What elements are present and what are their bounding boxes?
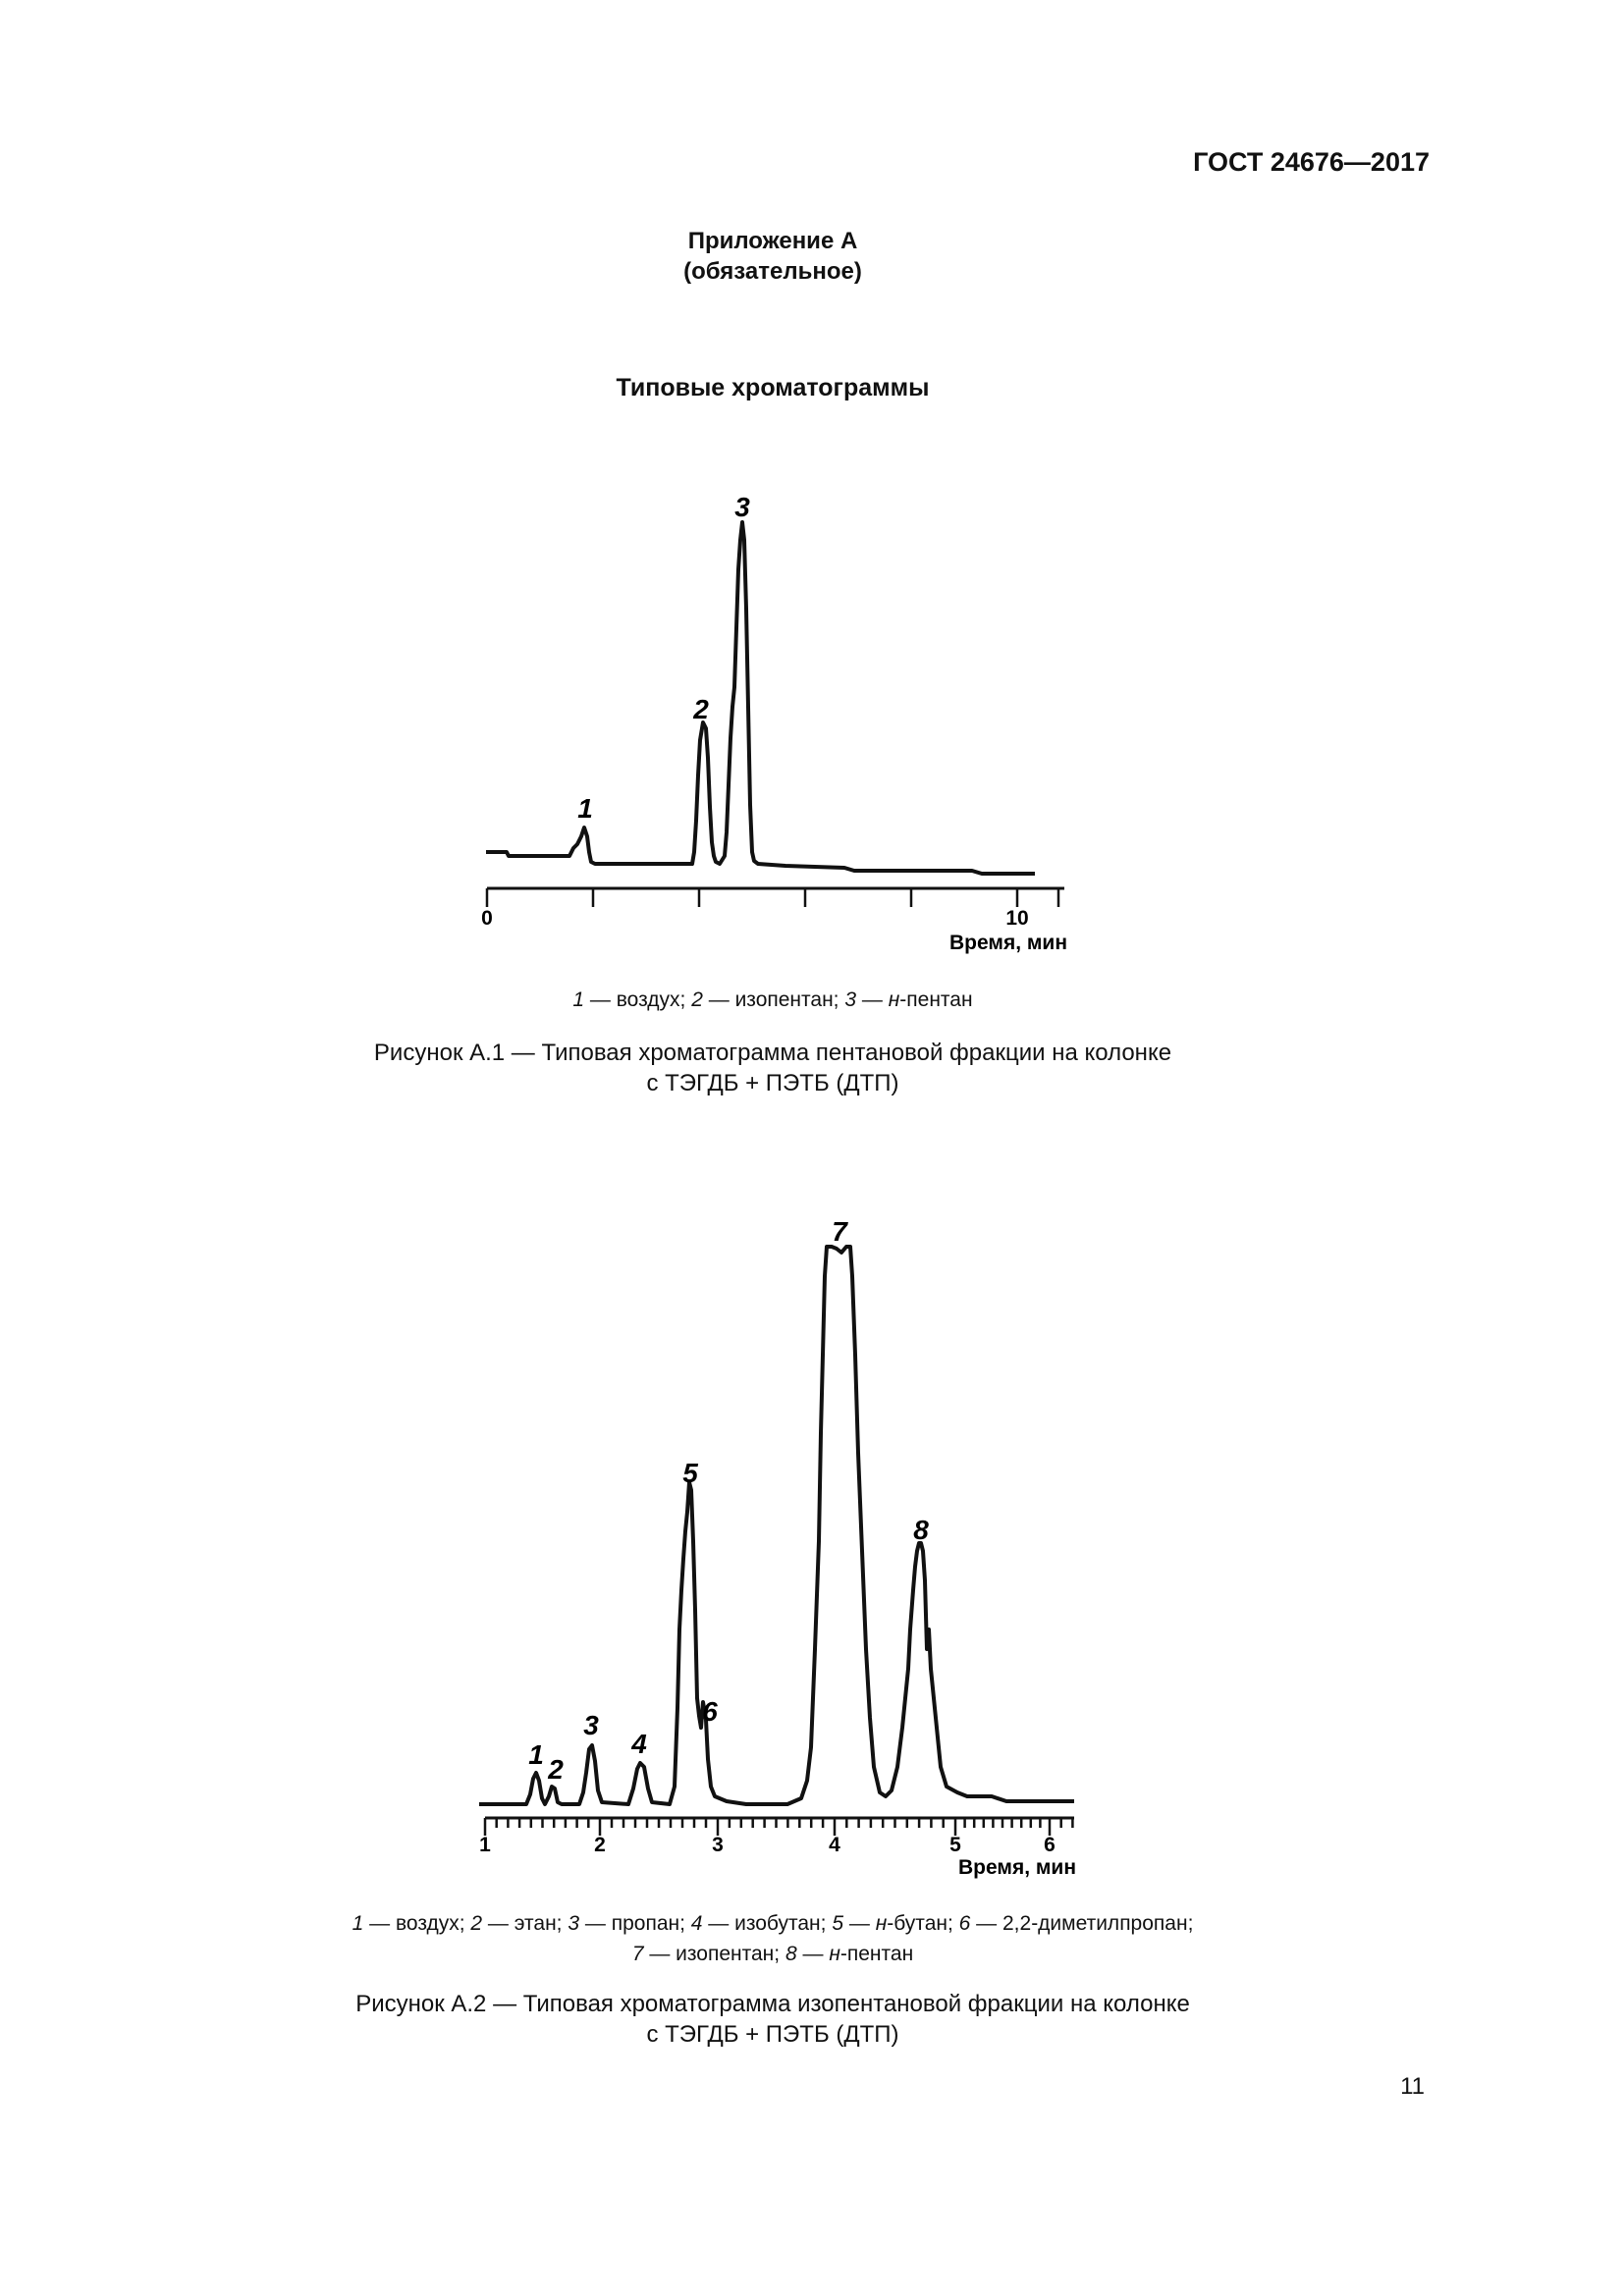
annex-status: (обязательное) xyxy=(683,258,862,285)
page-number: 11 xyxy=(1400,2073,1425,2100)
chromatogram-a1-tick-label-10: 10 xyxy=(1005,907,1029,930)
legend-a1-number-3: 3 xyxy=(844,988,857,1011)
figure-a1-caption xyxy=(0,1038,1545,1098)
section-title: Типовые хроматограммы xyxy=(616,374,930,401)
legend-a1-text-3-rest: -пентан xyxy=(899,988,973,1011)
annex-title: Приложение А xyxy=(687,228,858,254)
chromatogram-a2-peak-label-3: 3 xyxy=(583,1710,599,1740)
figure-a2-legend-line1: 1 — воздух; 2 — этан; 3 — пропан; 4 — изобутан; 5 — н-бутан; 6 — 2,2-диметилпропан; xyxy=(352,1912,1194,1935)
chromatogram-a2-x-axis-title: Время, мин xyxy=(958,1856,1076,1879)
figure-a2-legend-line2: 7 — изопентан; 8 — н-пентан xyxy=(631,1943,914,1965)
chromatogram-a1-ticks xyxy=(487,888,1058,907)
chromatogram-a2-tick-label-4: 4 xyxy=(829,1834,840,1856)
figure-a1-caption-line1: Рисунок А.1 — Типовая хроматограмма пентановой фракции на колонке xyxy=(373,1040,1172,1066)
legend-a1-number-2: 2 xyxy=(691,988,703,1011)
chromatogram-a2-tick-label-3: 3 xyxy=(712,1834,724,1856)
chromatogram-a2-peak-label-7: 7 xyxy=(832,1216,847,1247)
legend-a1-italic-prefix: н xyxy=(888,988,900,1011)
chromatogram-a2-peak-label-5: 5 xyxy=(682,1458,698,1488)
chromatogram-a2-tick-label-6: 6 xyxy=(1044,1834,1056,1856)
chromatogram-a2-peak-label-4: 4 xyxy=(631,1729,647,1759)
chromatogram-a2 xyxy=(479,1216,1076,1879)
chromatogram-a2-tick-label-5: 5 xyxy=(949,1834,961,1856)
legend-a1-text-1: — воздух; xyxy=(584,988,692,1011)
chromatogram-a2-ticks xyxy=(485,1818,1072,1836)
chromatogram-a1-x-axis-title: Время, мин xyxy=(949,932,1067,954)
chromatogram-a1-peak-label-2: 2 xyxy=(693,694,709,724)
figure-a2-caption-line2: с ТЭГДБ + ПЭТБ (ДТП) xyxy=(646,2021,899,2048)
figure-a2-caption-line1: Рисунок А.2 — Типовая хроматограмма изопентановой фракции на колонке xyxy=(355,1991,1190,2017)
legend-a1-text-2: — изопентан; xyxy=(702,988,845,1011)
figure-a1-caption-line2: с ТЭГДБ + ПЭТБ (ДТП) xyxy=(646,1070,899,1096)
chromatogram-a1-peak-label-3: 3 xyxy=(734,492,750,522)
chromatogram-a2-trace xyxy=(479,1247,1074,1804)
chromatogram-a1-peak-label-1: 1 xyxy=(577,793,593,824)
chromatogram-a1 xyxy=(481,492,1067,954)
figure-a2-caption xyxy=(0,1989,1545,2050)
chromatogram-a1-tick-label-0: 0 xyxy=(481,907,493,930)
legend-a1-text-3: — xyxy=(856,988,889,1011)
figure-a2-legend xyxy=(0,1908,1545,1969)
chromatogram-a2-peak-label-8: 8 xyxy=(913,1515,929,1545)
chromatogram-a2-tick-label-1: 1 xyxy=(479,1834,491,1856)
chromatogram-a2-peak-label-6: 6 xyxy=(702,1696,718,1727)
chromatogram-a2-peak-label-2: 2 xyxy=(548,1754,564,1785)
chromatogram-a1-trace xyxy=(486,522,1035,874)
chromatogram-a2-peak-label-1: 1 xyxy=(528,1739,544,1770)
document-code: ГОСТ 24676—2017 xyxy=(1193,147,1430,177)
figure-a1-legend xyxy=(0,985,1545,1015)
legend-a1-number-1: 1 xyxy=(572,988,585,1011)
chromatogram-a2-tick-label-2: 2 xyxy=(594,1834,606,1856)
